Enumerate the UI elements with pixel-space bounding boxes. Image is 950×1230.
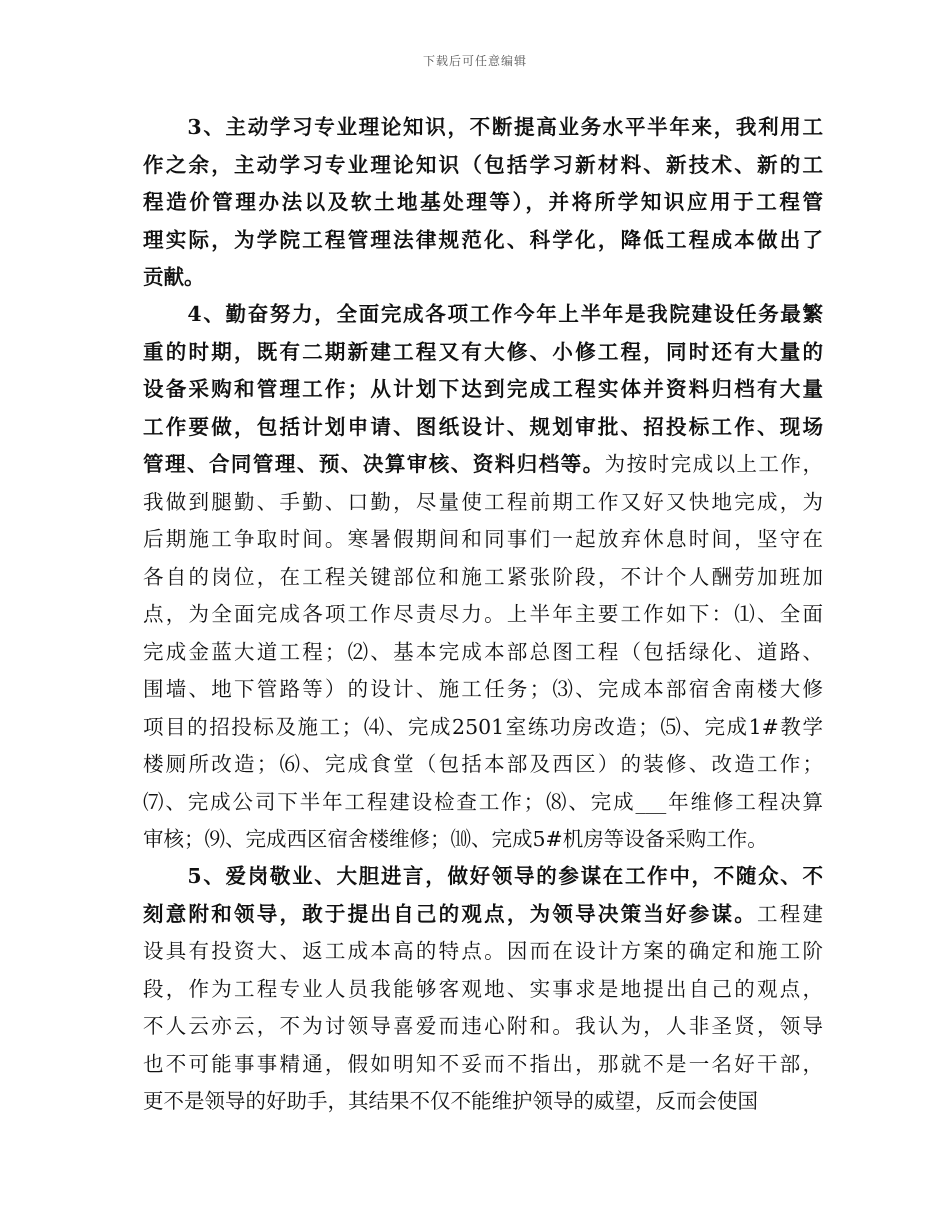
text-line bbox=[143, 784, 823, 822]
line-text: 项目的招投标及施工；⑷、完成2501室练功房改造；⑸、完成1#教学 bbox=[143, 714, 823, 739]
line-text: 各自的岗位，在工程关键部位和施工紧张阶段，不计个人酬劳加班加 bbox=[143, 564, 823, 589]
text-line bbox=[143, 371, 823, 409]
line-text: ⑺、完成公司下半年工程建设检查工作；⑻、完成___年维修工程决算 bbox=[143, 789, 823, 814]
line-text: 也不可能事事精通，假如明知不妥而不指出，那就不是一名好干部， bbox=[143, 1051, 823, 1076]
text-line bbox=[143, 334, 823, 372]
line-text: 不人云亦云，不为讨领导喜爱而违心附和。我认为，人非圣贤，领导 bbox=[143, 1014, 823, 1038]
text-line bbox=[143, 109, 823, 147]
text-line bbox=[143, 222, 823, 260]
line-text: 段，作为工程专业人员我能够客观地、实事求是地提出自己的观点， bbox=[143, 976, 823, 1001]
text-line bbox=[143, 746, 823, 784]
text-line bbox=[143, 484, 823, 522]
text-line bbox=[143, 1008, 823, 1046]
text-line bbox=[143, 1046, 823, 1084]
text-line bbox=[143, 409, 823, 447]
line-text: 贡献。 bbox=[143, 265, 205, 289]
line-text: 完成金蓝大道工程；⑵、基本完成本部总图工程（包括绿化、道路、 bbox=[143, 639, 823, 664]
line-text: 设具有投资大、返工成本高的特点。因而在设计方案的确定和施工阶 bbox=[143, 939, 823, 963]
text-line bbox=[143, 521, 823, 559]
line-text: 楼厕所改造；⑹、完成食堂（包括本部及西区）的装修、改造工作； bbox=[143, 752, 823, 776]
paragraph-item-4 bbox=[143, 296, 823, 859]
line-text: 我做到腿勤、手勤、口勤，尽量使工程前期工作又好又快地完成，为 bbox=[143, 489, 823, 514]
text-line bbox=[143, 559, 823, 597]
page-header: 下载后可任意编辑 bbox=[422, 54, 527, 68]
paragraph-item-5 bbox=[143, 858, 823, 1121]
line-text: 后期施工争取时间。寒暑假期间和同事们一起放弃休息时间，坚守在 bbox=[143, 527, 823, 551]
line-text: 理实际，为学院工程管理法律规范化、科学化，降低工程成本做出了 bbox=[143, 227, 823, 252]
text-line bbox=[143, 933, 823, 971]
text-line bbox=[143, 296, 823, 334]
line-text: 程造价管理办法以及软土地基处理等），并将所学知识应用于工程管 bbox=[143, 190, 823, 214]
line-tail-text: 工程建 bbox=[757, 901, 823, 926]
paragraph-item-3 bbox=[143, 109, 823, 297]
line-text: 重的时期，既有二期新建工程又有大修、小修工程，同时还有大量的 bbox=[143, 339, 823, 364]
text-line bbox=[143, 446, 823, 484]
line-text: 点，为全面完成各项工作尽责尽力。上半年主要工作如下：⑴、全面 bbox=[143, 602, 823, 626]
line-text: 刻意附和领导，敢于提出自己的观点，为领导决策当好参谋。 bbox=[143, 901, 758, 926]
text-line bbox=[143, 971, 823, 1009]
line-text: 审核；⑼、完成西区宿舍楼维修；⑽、完成5#机房等设备采购工作。 bbox=[143, 827, 768, 851]
line-text: 更不是领导的好助手，其结果不仅不能维护领导的威望，反而会使国 bbox=[143, 1089, 758, 1113]
line-text: 工作要做，包括计划申请、图纸设计、规划审批、招投标工作、现场 bbox=[143, 414, 823, 439]
line-text: 4、勤奋努力，全面完成各项工作今年上半年是我院建设任务最繁 bbox=[143, 302, 823, 326]
line-text: 管理、合同管理、预、决算审核、资料归档等。 bbox=[143, 452, 605, 476]
text-line bbox=[143, 709, 823, 747]
text-line bbox=[143, 821, 823, 859]
line-tail-text: 为按时完成以上工作， bbox=[604, 452, 824, 476]
text-line bbox=[143, 184, 823, 222]
text-line bbox=[143, 259, 823, 297]
text-line bbox=[143, 1083, 823, 1121]
text-line bbox=[143, 671, 823, 709]
line-text: 作之余，主动学习专业理论知识（包括学习新材料、新技术、新的工 bbox=[143, 152, 823, 177]
text-line bbox=[143, 147, 823, 185]
line-text: 5、爱岗敬业、大胆进言，做好领导的参谋在工作中，不随众、不 bbox=[143, 864, 823, 888]
line-text: 3、主动学习专业理论知识，不断提高业务水平半年来，我利用工 bbox=[143, 115, 823, 139]
line-text: 围墙、地下管路等）的设计、施工任务；⑶、完成本部宿舍南楼大修 bbox=[143, 677, 823, 701]
text-line bbox=[143, 896, 823, 934]
text-line bbox=[143, 596, 823, 634]
line-text: 设备采购和管理工作；从计划下达到完成工程实体并资料归档有大量 bbox=[143, 377, 823, 401]
text-line bbox=[143, 634, 823, 672]
text-line bbox=[143, 858, 823, 896]
